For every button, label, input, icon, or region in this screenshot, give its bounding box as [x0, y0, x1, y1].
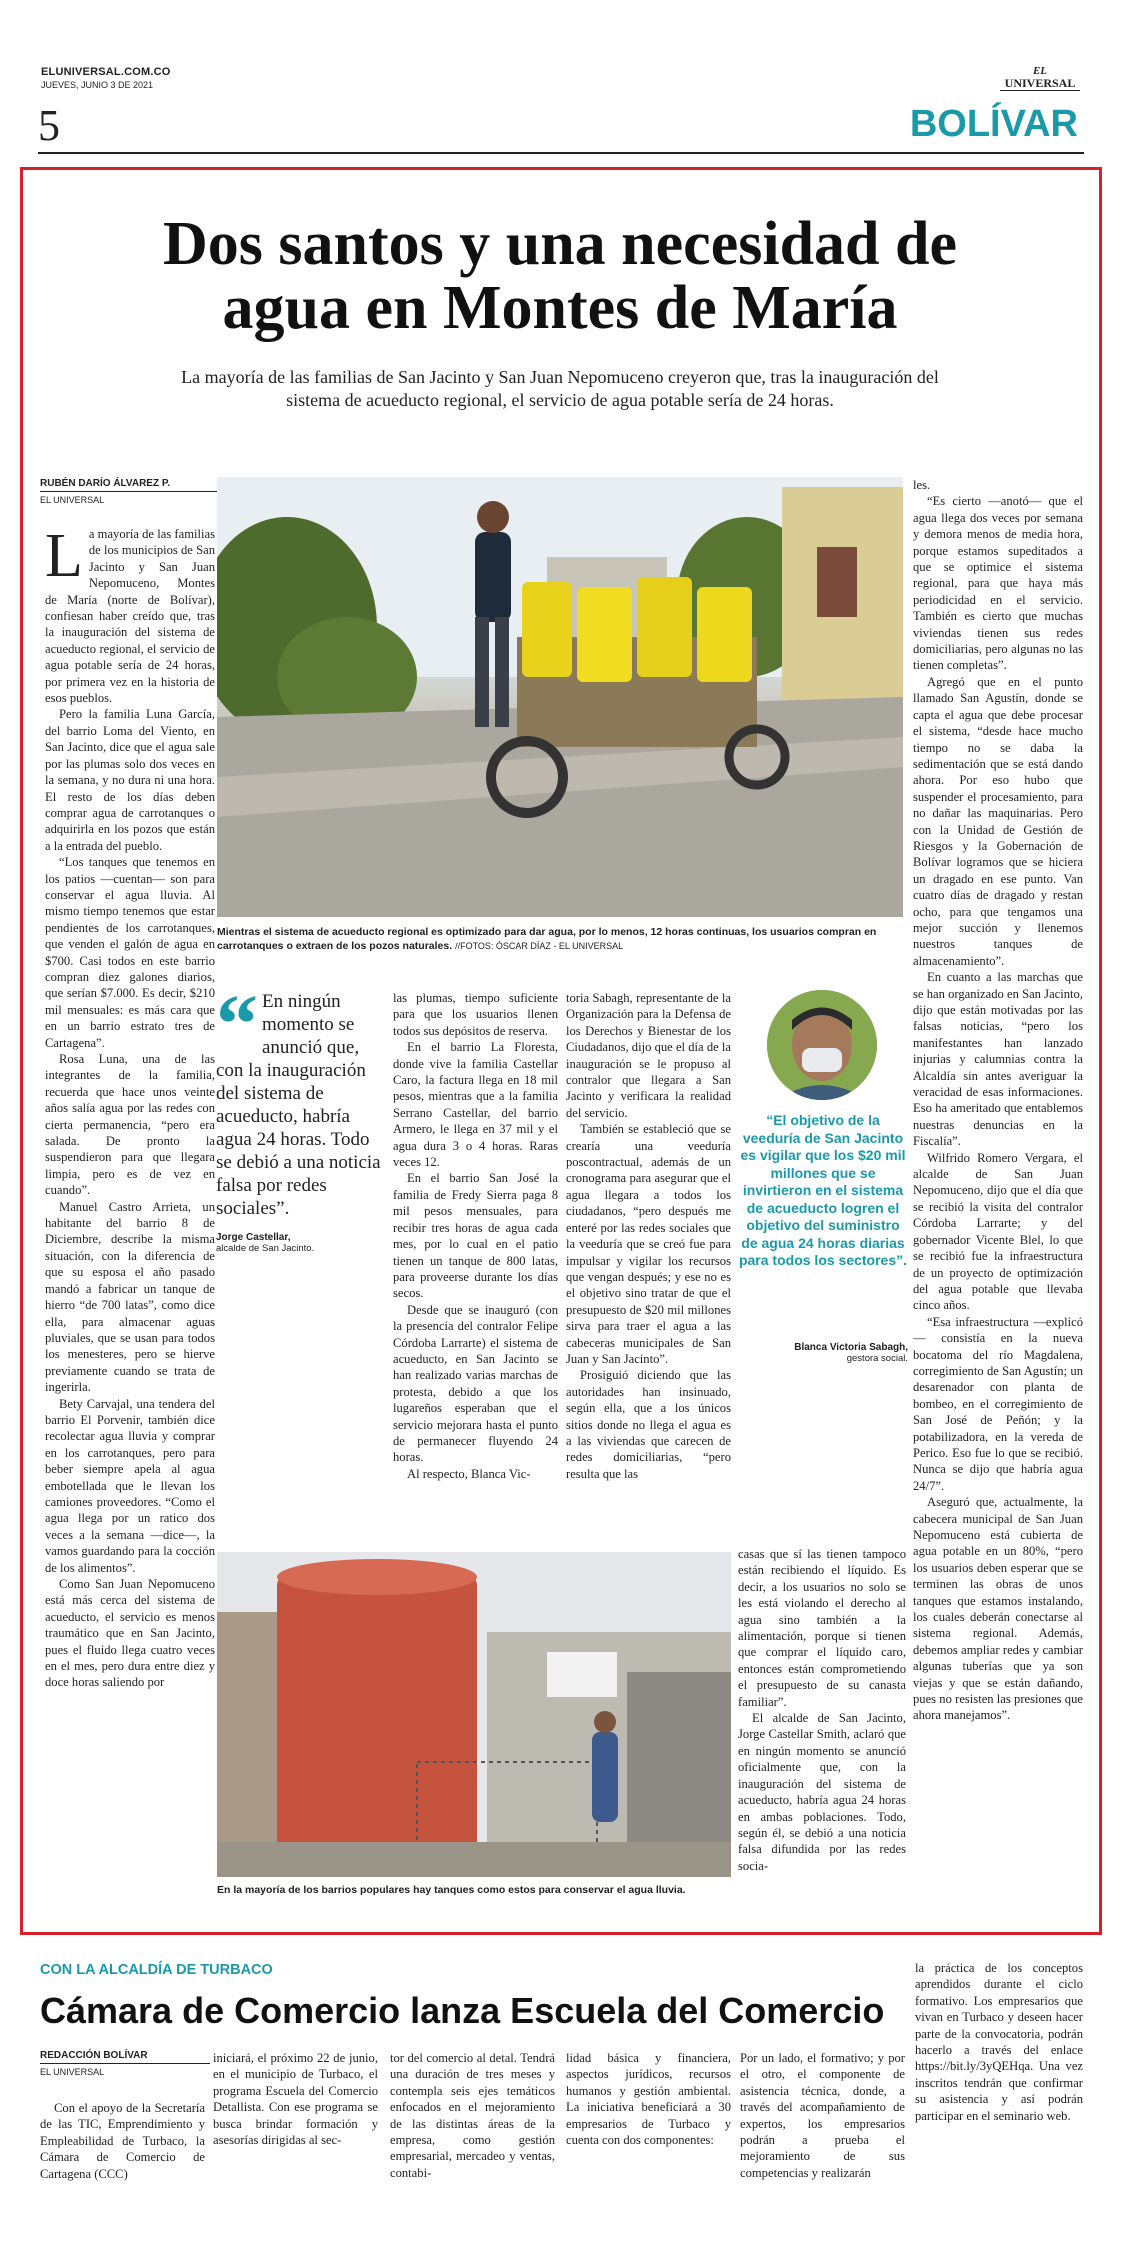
quote2-text: “El objetivo de la veeduría de San Jacinto es vigilar que los $20 mil millones que se invirtieron en el sistema de acueducto logren el objetivo del suministro de agua 24 horas diarias para todos los sectores”. [738, 1112, 908, 1268]
site-url: ELUNIVERSAL.COM.CO [41, 66, 171, 78]
quote2-attribution [738, 1342, 908, 1364]
article-column-1 [45, 522, 215, 1691]
second-col3-text: tor del comercio al detal. Tendrá una duración de tres meses y contempla seis ejes temáticos enfocados en el mejoramiento de las distintas áreas de la empresa, como gestión empresarial, mercadeo y ventas, contabi- [390, 2051, 555, 2180]
col6-p3: Agregó que en el punto llamado San Agustín, donde se capta el agua que debe procesar el sistema, “desde hace mucho tiempo no se daba la sedimentación que se está dando ahora. Por eso hubo que suspender el procesamiento, para no dañar las maquinarias. Pero con la Unidad de Gestión de Riesgos y la Gobernación de Bolívar logramos que se hiciera un dragado en ese punto. Van cuatro días de dragado y restan ocho, para que tengamos una mejor succión y llenemos nuestros tanques de almacenamiento”. [913, 674, 1083, 968]
quote-mark-icon: “ [216, 978, 258, 1071]
portrait-illustration [767, 990, 877, 1100]
col4-p1: toria Sabagh, representante de la Organización para la Defensa de los Derechos y Bienestar de los Ciudadanos, dijo que el día de la inauguración se le propuso al contralor que llegara a San Jacinto y verificara la realidad del servicio. [566, 991, 731, 1120]
col6-p4: En cuanto a las marchas que se han organizado en San Jacinto, dijo que están motivadas por las falsas noticias, “pero los manifestantes han lanzado injurias y calumnias contra la Alcaldía sin antes averiguar la veracidad de esas informaciones. Eso ha ameritado que entablemos nuestras denuncias en la Fiscalía”. [913, 970, 1083, 1149]
photo2-caption: En la mayoría de los barrios populares hay tanques como estos para conservar el agua lluvia. [217, 1884, 686, 1896]
second-column-2 [213, 2050, 378, 2148]
second-col5-text: Por un lado, el formativo; y por el otro, el componente de asistencia técnica, donde, a través del acompañamiento de expertos, los empresarios podrán a prueba el mejoramiento de sus competencias y realizarán [740, 2051, 905, 2180]
second-col1-text: Con el apoyo de la Secretaría de las TIC, Emprendimiento y Empleabilidad de Turbaco, la Cámara de Comercio de Cartagena (CCC) [40, 2101, 205, 2181]
second-col2-text: iniciará, el próximo 22 de junio, en el municipio de Turbaco, el programa Escuela del Comercio Detallista. Con ese programa se busca brindar formación y asesorías dirigidas al sec- [213, 2051, 378, 2148]
col6-p7: Aseguró que, actualmente, la cabecera municipal de San Juan Nepomuceno está cubierta de agua potable en un 80%, “pero los usuarios deben esperar que se terminen las obras de unos tanques que estamos instalando, los cuales deberán conectarse al sistema regional. Además, debemos ampliar redes y cambiar algunas tuberías que ya son viejas y que se están dañando, pues no resisten las presiones que ahora manejamos”. [913, 1495, 1083, 1723]
quote1-role: alcalde de San Jacinto. [216, 1243, 315, 1254]
col6-p1: les. [913, 478, 931, 492]
issue-date: JUEVES, JUNIO 3 DE 2021 [41, 80, 154, 90]
col3-p1: las plumas, tiempo suficiente para que los usuarios llenen todos sus depósitos de reserva. [393, 991, 558, 1038]
article-title: Dos santos y una necesidad de agua en Montes de María [162, 210, 958, 342]
quote1-author: Jorge Castellar, [216, 1232, 291, 1243]
photo-water-cart [217, 477, 903, 917]
section-label: BOLÍVAR [909, 103, 1078, 145]
article-column-6 [913, 477, 1083, 1724]
col3-p5: Al respecto, Blanca Vic- [407, 1466, 531, 1481]
second-article-kicker: CON LA ALCALDÍA DE TURBACO [40, 1962, 273, 1978]
byline-org: EL UNIVERSAL [40, 495, 105, 505]
col5-p1: casas que sí las tienen tampoco están recibiendo el líquido. Es decir, a los usuarios no solo se les está violando el derecho al agua sino también a la alimentación, porque si tienen que comprar el líquido caro, entonces están comprometiendo el presupuesto de su canasta familiar”. [738, 1547, 906, 1709]
article-subtitle: La mayoría de las familias de San Jacinto y San Juan Nepomuceno creyeron que, tras la inauguración del sistema de acueducto regional, el servicio de agua potable sería de 24 horas. [181, 367, 939, 410]
article-column-3 [393, 990, 558, 1482]
col4-p3: Prosiguió diciendo que las autoridades han insinuado, según ella, que a los únicos sitios donde no llega el agua es a las viviendas que carecen de redes domiciliarias, “pero resulta que las [566, 1368, 731, 1481]
second-byline [40, 2050, 210, 2077]
second-article-title: Cámara de Comercio lanza Escuela del Comercio [40, 1990, 885, 2031]
col6-p5: Wilfrido Romero Vergara, el alcalde de San Juan Nepomuceno, dijo que el día que se recibió la visita del contralor Córdoba Larrarte; y del gobernador Vicente Blel, lo que se recibió fue la infraestructura de un proyecto de optimización del agua potable que llevaba cinco años. [913, 1150, 1083, 1313]
second-column-3 [390, 2050, 555, 2181]
col3-p4: Desde que se inauguró (con la presencia del contralor Felipe Córdoba Larrarte) el sistema de acueducto, en San Jacinto se han realizado varias marchas de protesta, debido a que los lugareños esperaban que el servicio mejorara hasta el punto de permanecer fluyendo 24 horas. [393, 1302, 558, 1465]
photo2-illustration [217, 1552, 731, 1877]
drop-cap: L [45, 522, 83, 590]
logo-bottom: UNIVERSAL [1000, 77, 1080, 91]
second-byline-author: REDACCIÓN BOLÍVAR [40, 2050, 210, 2064]
second-byline-org: EL UNIVERSAL [40, 2067, 105, 2077]
photo1-caption-block [217, 925, 903, 953]
col6-p6: “Esa infraestructura —explicó— consistía en la nueva bocatoma del río Magdalena, corregimiento de San Agustín; un desarenador con planta de bombeo, en el corregimiento de San José de Peñón; y la potabilizadora, en la vereda de Perico. Eso fue lo que se recibió. Nunca se dijo que habría agua 24/7”. [913, 1314, 1083, 1493]
second-column-4 [566, 2050, 731, 2148]
col6-p2: “Es cierto —anotó— que el agua llega dos veces por semana y demora menos de media hora, porque estamos supeditados a que se optimice el sistema regional, para que haya más periodicidad en el servicio. También es cierto que muchas viviendas tienen sus redes domiciliarias, pero algunas no las tienen completas”. [913, 494, 1083, 673]
col4-p2: También se estableció que se crearía una veeduría poscontractual, además de un cronograma para asegurar que el agua llegara a todos los ciudadanos, “pero después me enteré por las redes sociales que la veeduría que se creó fue para impulsar y vigilar los recursos que vengan después; y ese no es el objetivo sino tratar de que el presupuesto de $20 mil millones sirva para traer el agua a las cabeceras municipales de San Juan y San Jacinto”. [566, 1122, 731, 1366]
photo1-caption: Mientras el sistema de acueducto regional es optimizado para dar agua, por lo menos, 12 horas continuas, los usuarios compran en carrotanques o extraen de los pozos naturales. [217, 926, 877, 952]
newspaper-logo [1000, 66, 1080, 91]
col3-p3: En el barrio San José la familia de Fredy Sierra paga 8 mil pesos mensuales, para recibir tres horas de agua cada mes, por lo cual en el patio tienen un tanque de 800 latas, para proveerse durante los días secos. [393, 1171, 558, 1301]
photo1-credit: //FOTOS: ÓSCAR DÍAZ - EL UNIVERSAL [455, 941, 624, 951]
header-rule [38, 152, 1084, 154]
col1-p5: Manuel Castro Arrieta, un habitante del barrio 8 de Diciembre, describe la misma situación, con la diferencia de que su esposa el año pasado mandó a fabricar un tanque de hierro “de 700 latas”, como dice ella, para almacenar aguas pluviales, que se usan para todos los menesteres, pero se hierve previamente cuando se trata de ingerirla. [45, 1199, 215, 1395]
col1-p3: “Los tanques que tenemos en los patios —cuentan— son para conservar el agua lluvia. Al mismo tiempo tenemos que estar pendientes de los carrotanques, que venden el galón de agua en $700. Casi todos en este barrio compran diez galones diarios, que serían $7.000. Es decir, $210 mil mensuales: es más cara que en un barrio estrato tres de Cartagena”. [45, 855, 215, 1050]
page-number: 5 [38, 101, 60, 150]
byline [40, 478, 220, 505]
second-col6-text: la práctica de los conceptos aprendidos durante el ciclo formativo. Los empresarios que vivan en Turbaco y deseen hacer parte de la convocatoria, podrán hacerlo a través del enlace https://bit.ly/3yQEHqa. Una vez inscritos tendrán que confirmar su asistencia y así podrán participar en el seminario web. [915, 1961, 1083, 2123]
second-col4-text: lidad básica y financiera, aspectos jurídicos, recursos humanos y gestión ambiental. La iniciativa beneficiará a 30 empresarios de Turbaco y cuenta con dos componentes: [566, 2051, 731, 2148]
photo-water-tank [217, 1552, 731, 1877]
article-column-5 [738, 1546, 906, 1874]
pull-quote-mayor [216, 978, 386, 1254]
photo1-illustration [217, 477, 903, 917]
col1-p7: Como San Juan Nepomuceno está más cerca del sistema de acueducto, el servicio es menos traumático que en San Jacinto, pues el fluido llega cuatro veces en el mes, pero dura entre diez y doce horas saliendo por [45, 1577, 215, 1690]
quote2-author: Blanca Victoria Sabagh, [794, 1342, 908, 1353]
portrait-photo [767, 990, 877, 1100]
col1-p6: Bety Carvajal, una tendera del barrio El Porvenir, también dice recolectar agua lluvia y comprar en los carrotanques, pero para beber siempre apela al agua embotellada que le llevan los camiones proveedores. “Como el agua llega por un ratico dos veces a la semana —dice—, la vamos guardando para la cocción de los alimentos”. [45, 1396, 215, 1575]
article-column-4 [566, 990, 731, 1482]
col1-p2: Pero la familia Luna García, del barrio Loma del Viento, en San Jacinto, dice que el agua sale por las plumas solo dos veces en la semana, y no dura ni una hora. El resto de los días deben comprar agua de carrotanques o adquirirla en los pozos que están a la entrada del pueblo. [45, 707, 215, 853]
second-column-6 [915, 1960, 1083, 2124]
col3-p2: En el barrio La Floresta, donde vive la familia Castellar Caro, la factura llega en 18 mil pesos, mientras que a la familia Serrano Castellar, del barrio Armero, le llega en 37 mil y el agua dura 3 o 4 horas. Raras veces 12. [393, 1040, 558, 1170]
second-column-1 [40, 2100, 205, 2182]
col1-p4: Rosa Luna, una de las integrantes de la familia, recuerda que hace unos veinte años salía agua por las redes con cierta permanencia, “pero era salada. De pronto la suspendieron para que llegara limpia, pero es de vez en cuando”. [45, 1052, 215, 1198]
second-column-5 [740, 2050, 905, 2181]
col5-p2: El alcalde de San Jacinto, Jorge Castellar Smith, aclaró que en ningún momento se anunció oficialmente que, con la inauguración del sistema de acueducto, habría agua 24 horas en ambas poblaciones. Todo, según él, se debió a una noticia falsa difundida por las redes socia- [738, 1711, 906, 1873]
col1-p1: a mayoría de las familias de los municipios de San Jacinto y San Juan Nepomuceno, Montes de María (norte de Bolívar), confiesan haber creído que, tras la inauguración del sistema de acueducto regional, el servicio de agua potable sería de 24 horas, por primera vez en la historia de esos pueblos. [45, 527, 215, 706]
logo-top: EL [1032, 65, 1048, 77]
byline-author: RUBÉN DARÍO ÁLVAREZ P. [40, 478, 220, 492]
quote2-role: gestora social. [846, 1353, 908, 1364]
quote1-text: En ningún momento se anunció que, con la inauguración del sistema de acueducto, habría agua 24 horas. Todo se debió a una noticia falsa por redes sociales”. [216, 991, 381, 1219]
